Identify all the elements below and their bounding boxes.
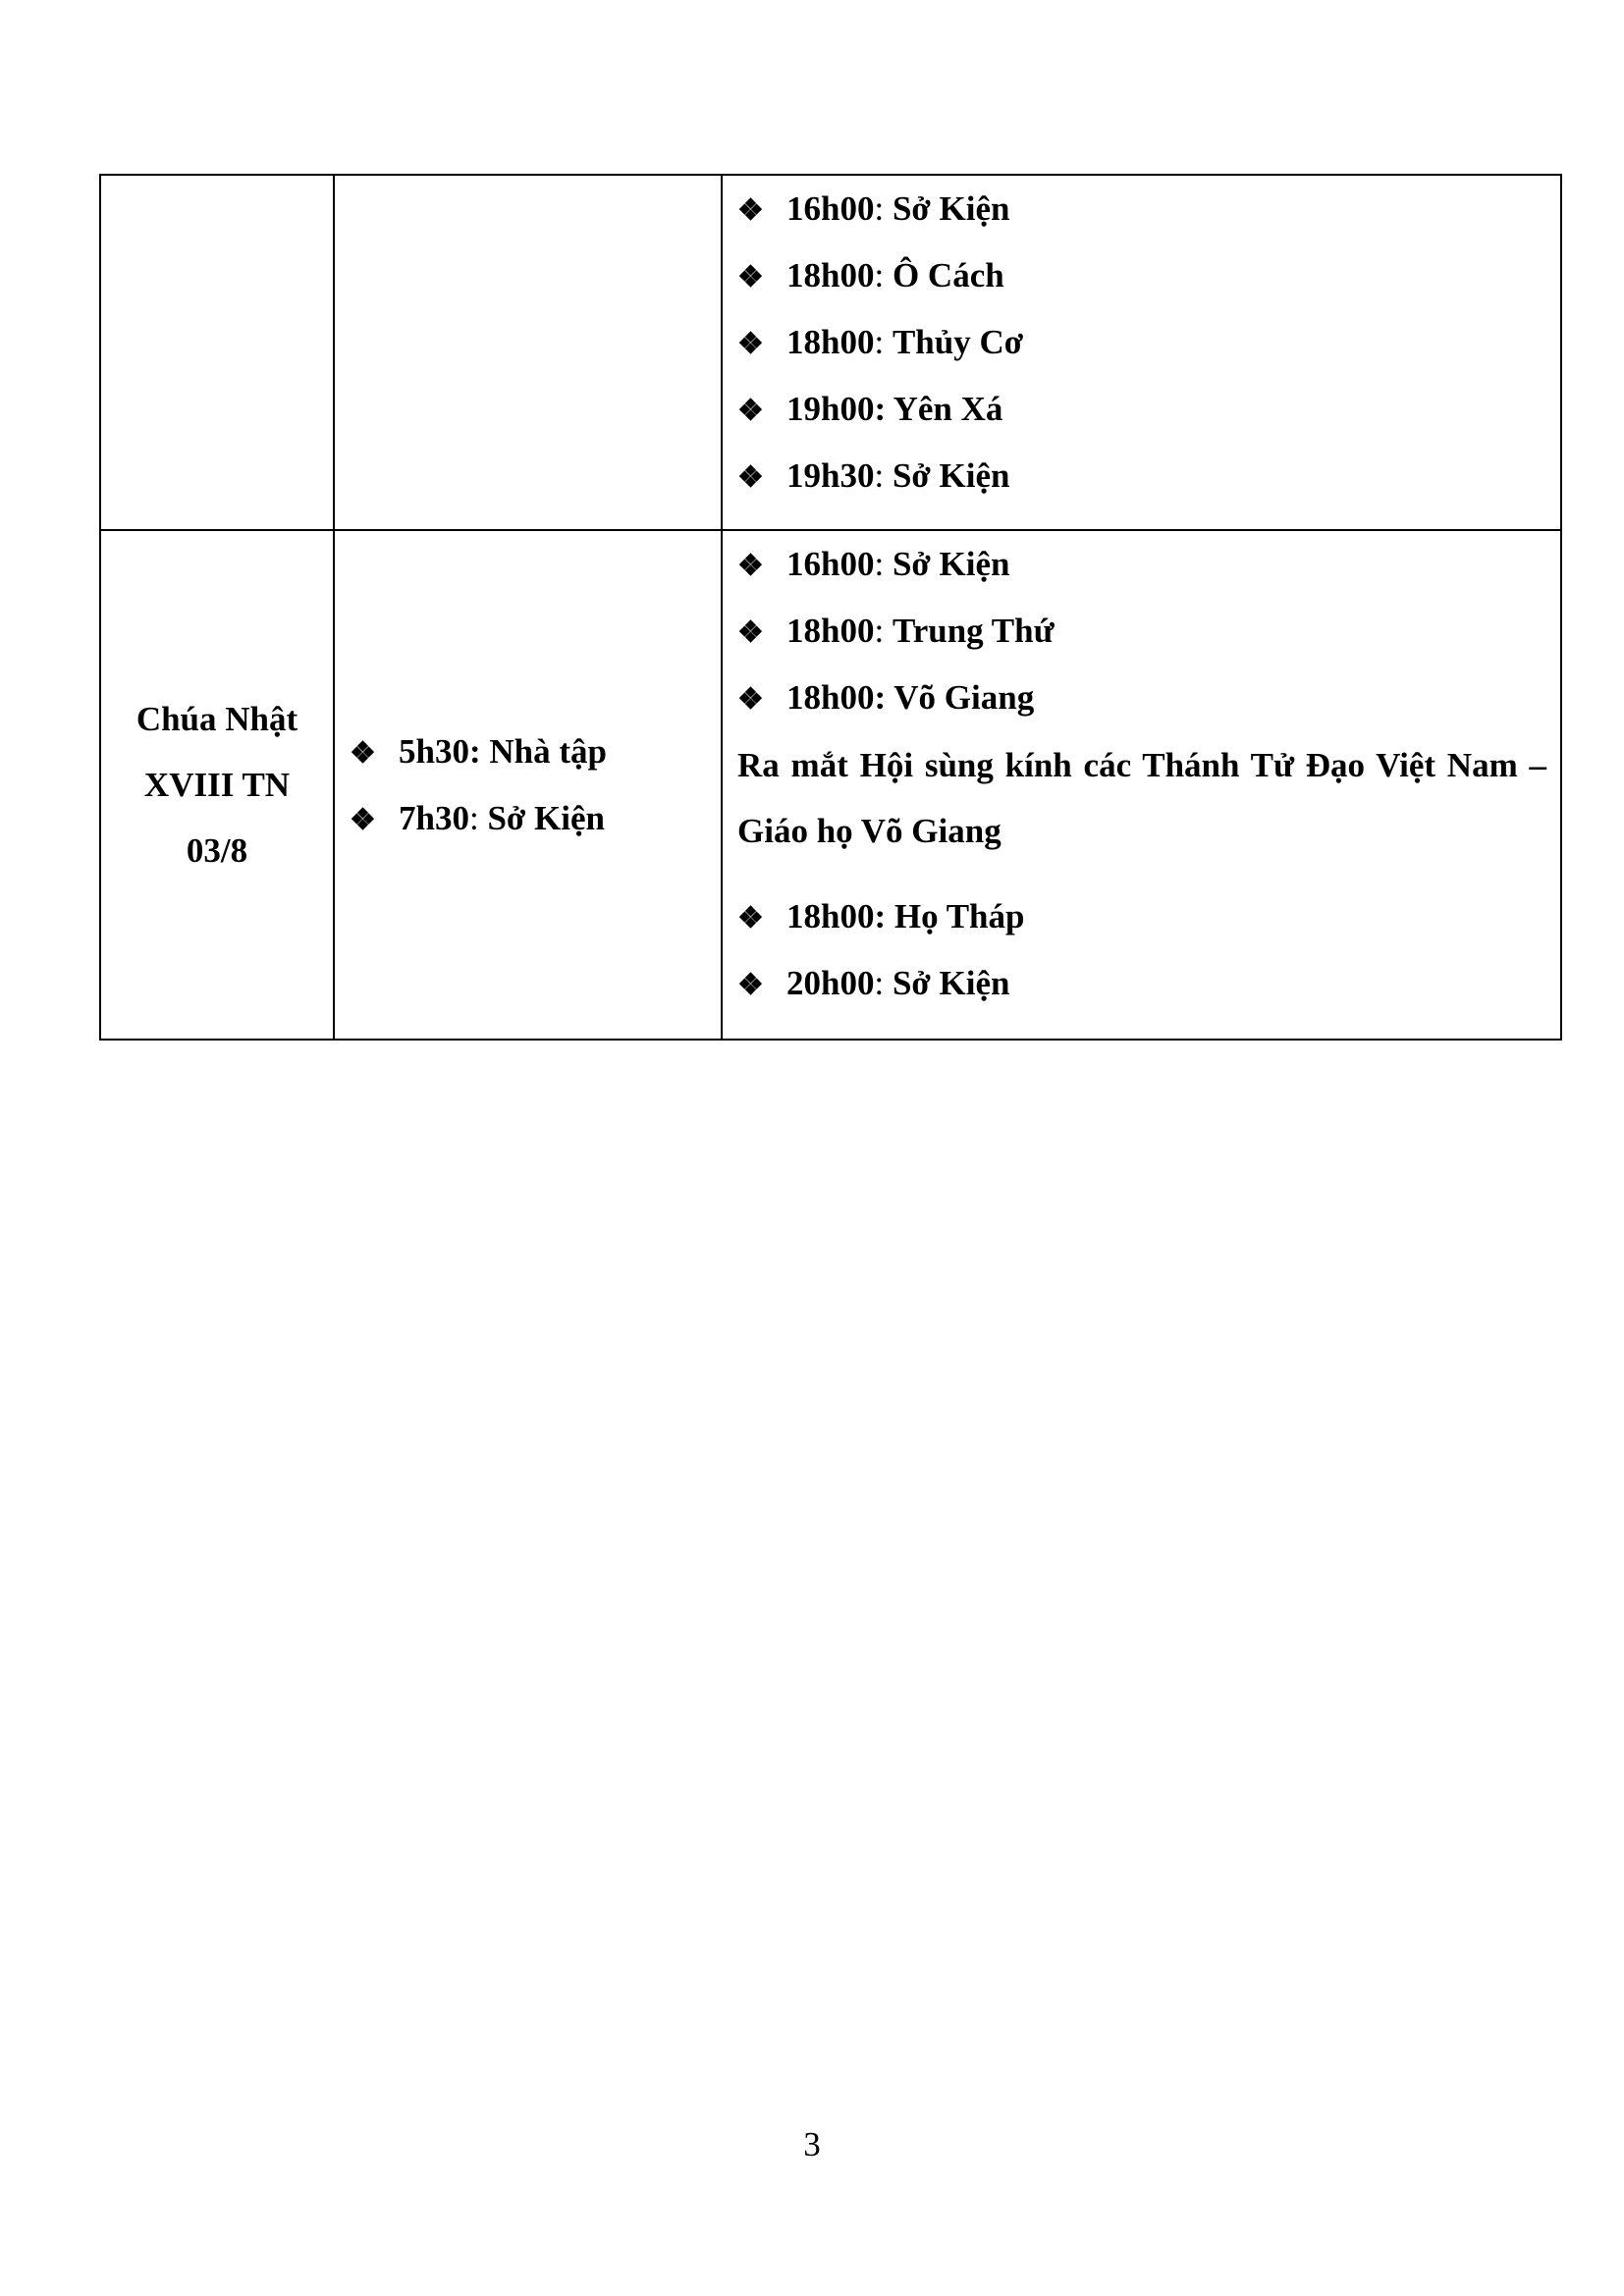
entry-place: Sở Kiện	[892, 964, 1010, 1002]
entry-time: 18h00	[786, 612, 875, 650]
entry-place: Sở Kiện	[892, 189, 1010, 228]
schedule-table	[99, 174, 1562, 1041]
entry-time: 18h00	[786, 256, 875, 294]
diamond-bullet-icon: ❖	[737, 902, 764, 934]
entry-time: 7h30	[399, 798, 469, 837]
list-item: ❖ 18h00: Họ Tháp	[737, 883, 1546, 950]
list-item: ❖ 18h00: Võ Giang	[737, 665, 1546, 731]
entry-place: Trung Thứ	[892, 612, 1055, 650]
diamond-bullet-icon: ❖	[350, 803, 376, 836]
list-item: ❖ 18h00: Trung Thứ	[737, 598, 1546, 665]
table-row	[100, 175, 1561, 530]
day-cell	[100, 175, 334, 530]
diamond-bullet-icon: ❖	[737, 616, 764, 649]
entry-time: 16h00	[786, 545, 875, 583]
entry-time: 18h00	[786, 323, 875, 361]
day-cell	[100, 530, 334, 1040]
entry-time: 19h30	[786, 456, 875, 495]
entry-place: Sở Kiện	[892, 545, 1010, 583]
list-item: ❖ 20h00: Sở Kiện	[737, 950, 1546, 1017]
page-number: 3	[803, 2125, 821, 2163]
evening-cell	[722, 530, 1561, 1040]
list-item: ❖ 18h00: Thủy Cơ	[737, 309, 1546, 376]
entry-time: 16h00	[786, 189, 875, 228]
list-item: ❖ 7h30: Sở Kiện	[350, 785, 721, 852]
diamond-bullet-icon: ❖	[737, 683, 764, 716]
diamond-bullet-icon: ❖	[737, 194, 764, 227]
diamond-bullet-icon: ❖	[737, 461, 764, 494]
entry-place: Họ Tháp	[893, 897, 1025, 935]
evening-cell	[722, 175, 1561, 530]
list-item: ❖ 18h00: Ô Cách	[737, 242, 1546, 309]
diamond-bullet-icon: ❖	[737, 261, 764, 294]
diamond-bullet-icon: ❖	[737, 969, 764, 1001]
diamond-bullet-icon: ❖	[350, 736, 376, 770]
list-item: ❖ 5h30: Nhà tập	[350, 719, 721, 785]
entry-time: 20h00	[786, 964, 875, 1002]
list-item: ❖ 19h30: Sở Kiện	[737, 443, 1546, 509]
list-item: ❖ 16h00: Sở Kiện	[737, 176, 1546, 242]
diamond-bullet-icon: ❖	[737, 550, 764, 582]
entry-place: Ô Cách	[892, 256, 1004, 294]
morning-cell	[334, 175, 722, 530]
entry-place: Thủy Cơ	[892, 323, 1024, 361]
entry-time: 19h00	[786, 390, 875, 428]
entry-time: 5h30	[399, 731, 469, 771]
event-note: Ra mắt Hội sùng kính các Thánh Tử Đạo Việt Nam – Giáo họ Võ Giang	[737, 746, 1546, 850]
diamond-bullet-icon: ❖	[737, 395, 764, 427]
entry-place: Yên Xá	[893, 390, 1003, 428]
entry-place: Nhà tập	[489, 731, 607, 771]
liturgical-week: XVIII TN	[143, 766, 291, 804]
entry-time: 18h00	[786, 678, 875, 717]
entry-place: Võ Giang	[893, 678, 1035, 717]
diamond-bullet-icon: ❖	[737, 328, 764, 360]
day-name: Chúa Nhật	[135, 700, 298, 738]
list-item: ❖ 16h00: Sở Kiện	[737, 531, 1546, 598]
list-item: ❖ 19h00: Yên Xá	[737, 376, 1546, 443]
table-row	[100, 530, 1561, 1040]
entry-time: 18h00	[786, 897, 875, 935]
morning-cell	[334, 530, 722, 1040]
entry-place: Sở Kiện	[892, 456, 1010, 495]
entry-place: Sở Kiện	[487, 798, 605, 837]
date: 03/8	[186, 831, 248, 870]
